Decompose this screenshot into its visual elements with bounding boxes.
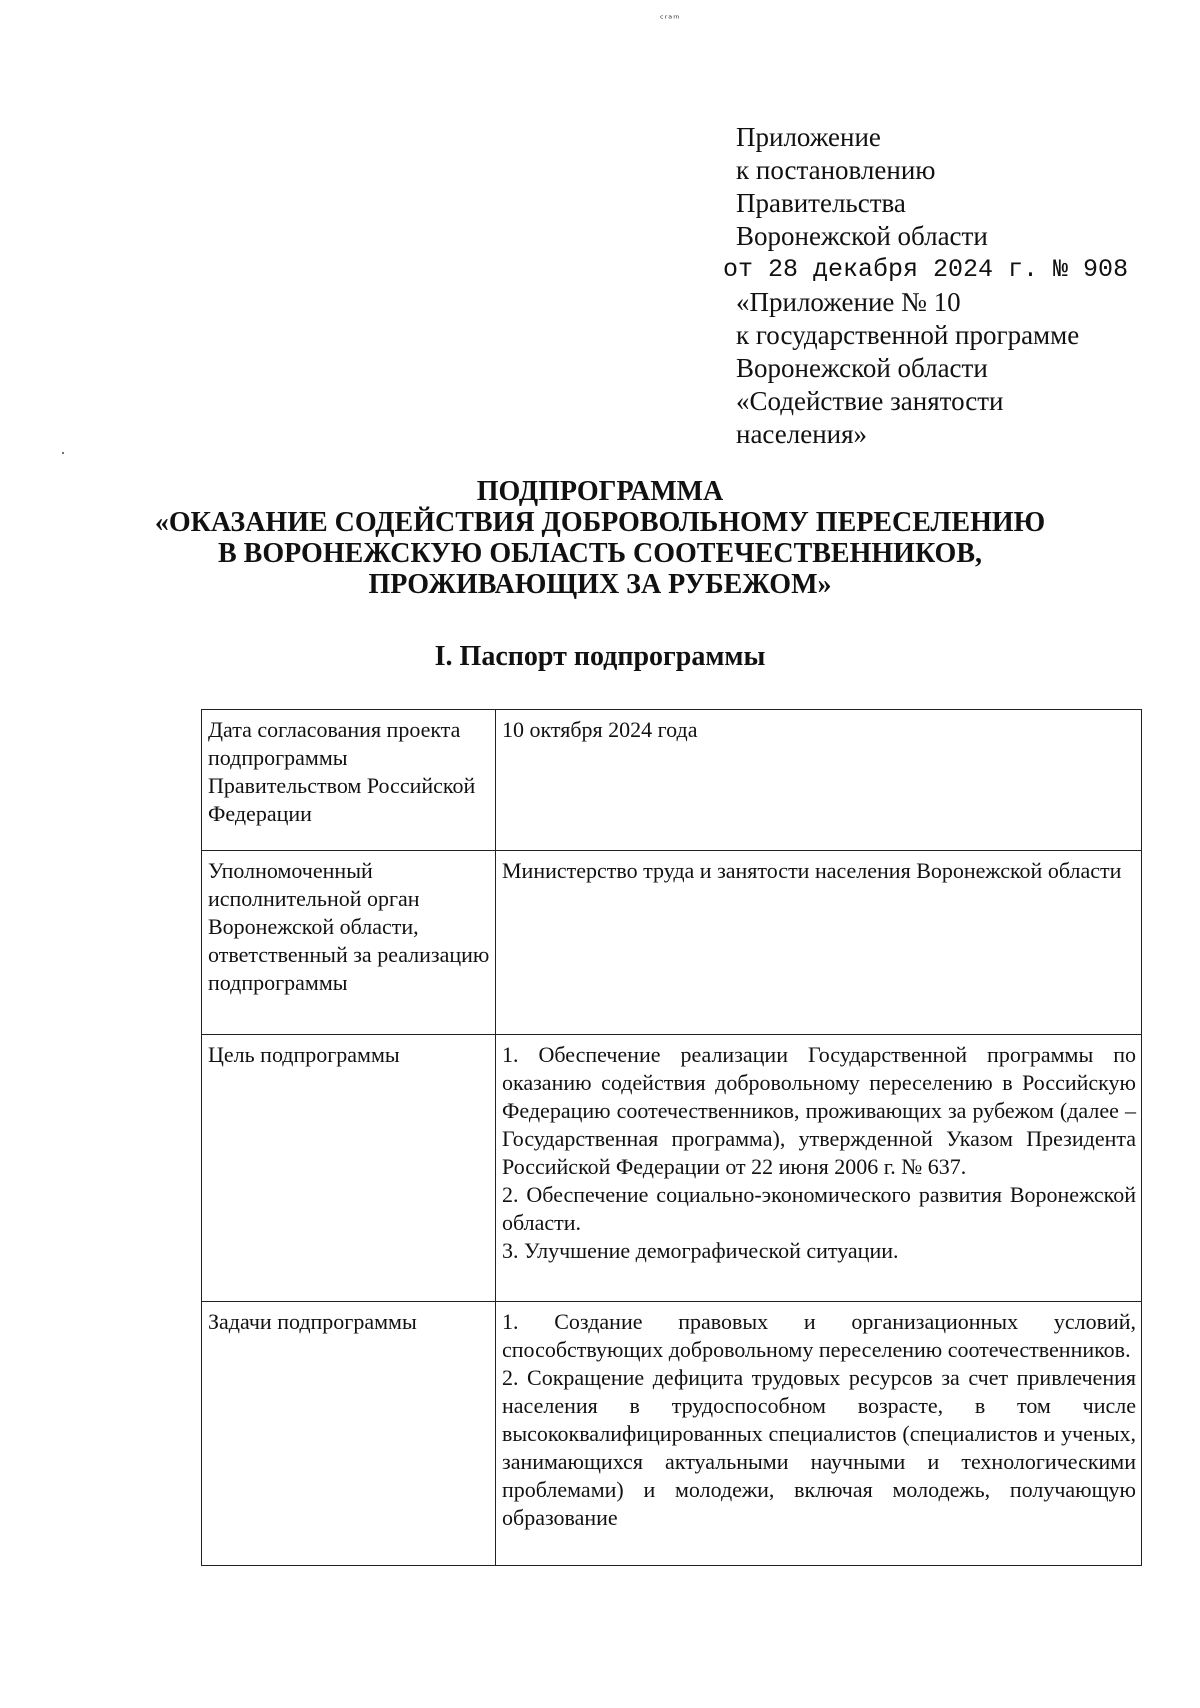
table-row: [202, 1035, 1142, 1302]
title-line: ПРОЖИВАЮЩИХ ЗА РУБЕЖОМ»: [368, 569, 832, 600]
appendix-line: Воронежской области: [736, 353, 988, 383]
section-heading: I. Паспорт подпрограммы: [434, 641, 766, 672]
appendix-line: к государственной программе: [736, 320, 1080, 350]
document-title: [100, 476, 1100, 600]
row-value: [496, 1035, 1142, 1302]
table-row: [202, 851, 1142, 1035]
value-paragraph: 2. Обеспечение социально-экономического развития Воронежской области.: [502, 1182, 1136, 1235]
appendix-line: населения»: [736, 419, 868, 449]
value-paragraph: 2. Сокращение дефицита трудовых ресурсов за счет привлечения населения в трудоспособном возрасте, в том числе высококвалифицированных специалистов (специалистов и ученых, занимающихся актуальными научными и технологическими проблемами) и молодежи, включая молодежь, получающую образование: [502, 1365, 1136, 1530]
passport-table: [201, 709, 1142, 1566]
title-line: «ОКАЗАНИЕ СОДЕЙСТВИЯ ДОБРОВОЛЬНОМУ ПЕРЕСЕЛЕНИЮ: [154, 507, 1046, 538]
value-paragraph: 1. Создание правовых и организационных условий, способствующих добровольному переселению соотечественников.: [502, 1309, 1136, 1362]
row-label: Уполномоченный исполнительной орган Воронежской области, ответственный за реализацию подпрограммы: [202, 851, 496, 1035]
appendix-line: Правительства: [736, 188, 906, 218]
row-value: [496, 710, 1142, 851]
value-paragraph: Министерство труда и занятости населения Воронежской области: [502, 858, 1122, 883]
row-label: Цель подпрограммы: [202, 1035, 496, 1302]
appendix-line: к постановлению: [736, 155, 936, 185]
appendix-block: [723, 121, 1176, 451]
row-label: Задачи подпрограммы: [202, 1302, 496, 1566]
appendix-line: «Приложение № 10: [736, 287, 961, 317]
value-paragraph: 3. Улучшение демографической ситуации.: [502, 1238, 899, 1263]
appendix-line: Воронежской области: [736, 221, 988, 251]
scan-speck: [62, 452, 64, 454]
appendix-line: Приложение: [736, 122, 881, 152]
title-line: В ВОРОНЕЖСКУЮ ОБЛАСТЬ СООТЕЧЕСТВЕННИКОВ,: [217, 538, 983, 569]
row-value: [496, 851, 1142, 1035]
value-paragraph: 10 октября 2024 года: [502, 717, 698, 742]
appendix-line: «Содействие занятости: [736, 386, 1004, 416]
row-label: Дата согласования проекта подпрограммы Правительством Российской Федерации: [202, 710, 496, 851]
scan-mark: ᶜʳᵃᵐ: [660, 14, 681, 25]
table-row: [202, 1302, 1142, 1566]
value-paragraph: 1. Обеспечение реализации Государственной программы по оказанию содействия добровольному переселению в Российскую Федерацию соотечественников, проживающих за рубежом (далее – Государственная программа), утвержденной Указом Президента Российской Федерации от 22 июня 2006 г. № 637.: [502, 1042, 1136, 1179]
title-line: ПОДПРОГРАММА: [476, 476, 724, 507]
decree-date-number: от 28 декабря 2024 г. № 908: [723, 255, 1129, 284]
table-row: [202, 710, 1142, 851]
row-value: [496, 1302, 1142, 1566]
